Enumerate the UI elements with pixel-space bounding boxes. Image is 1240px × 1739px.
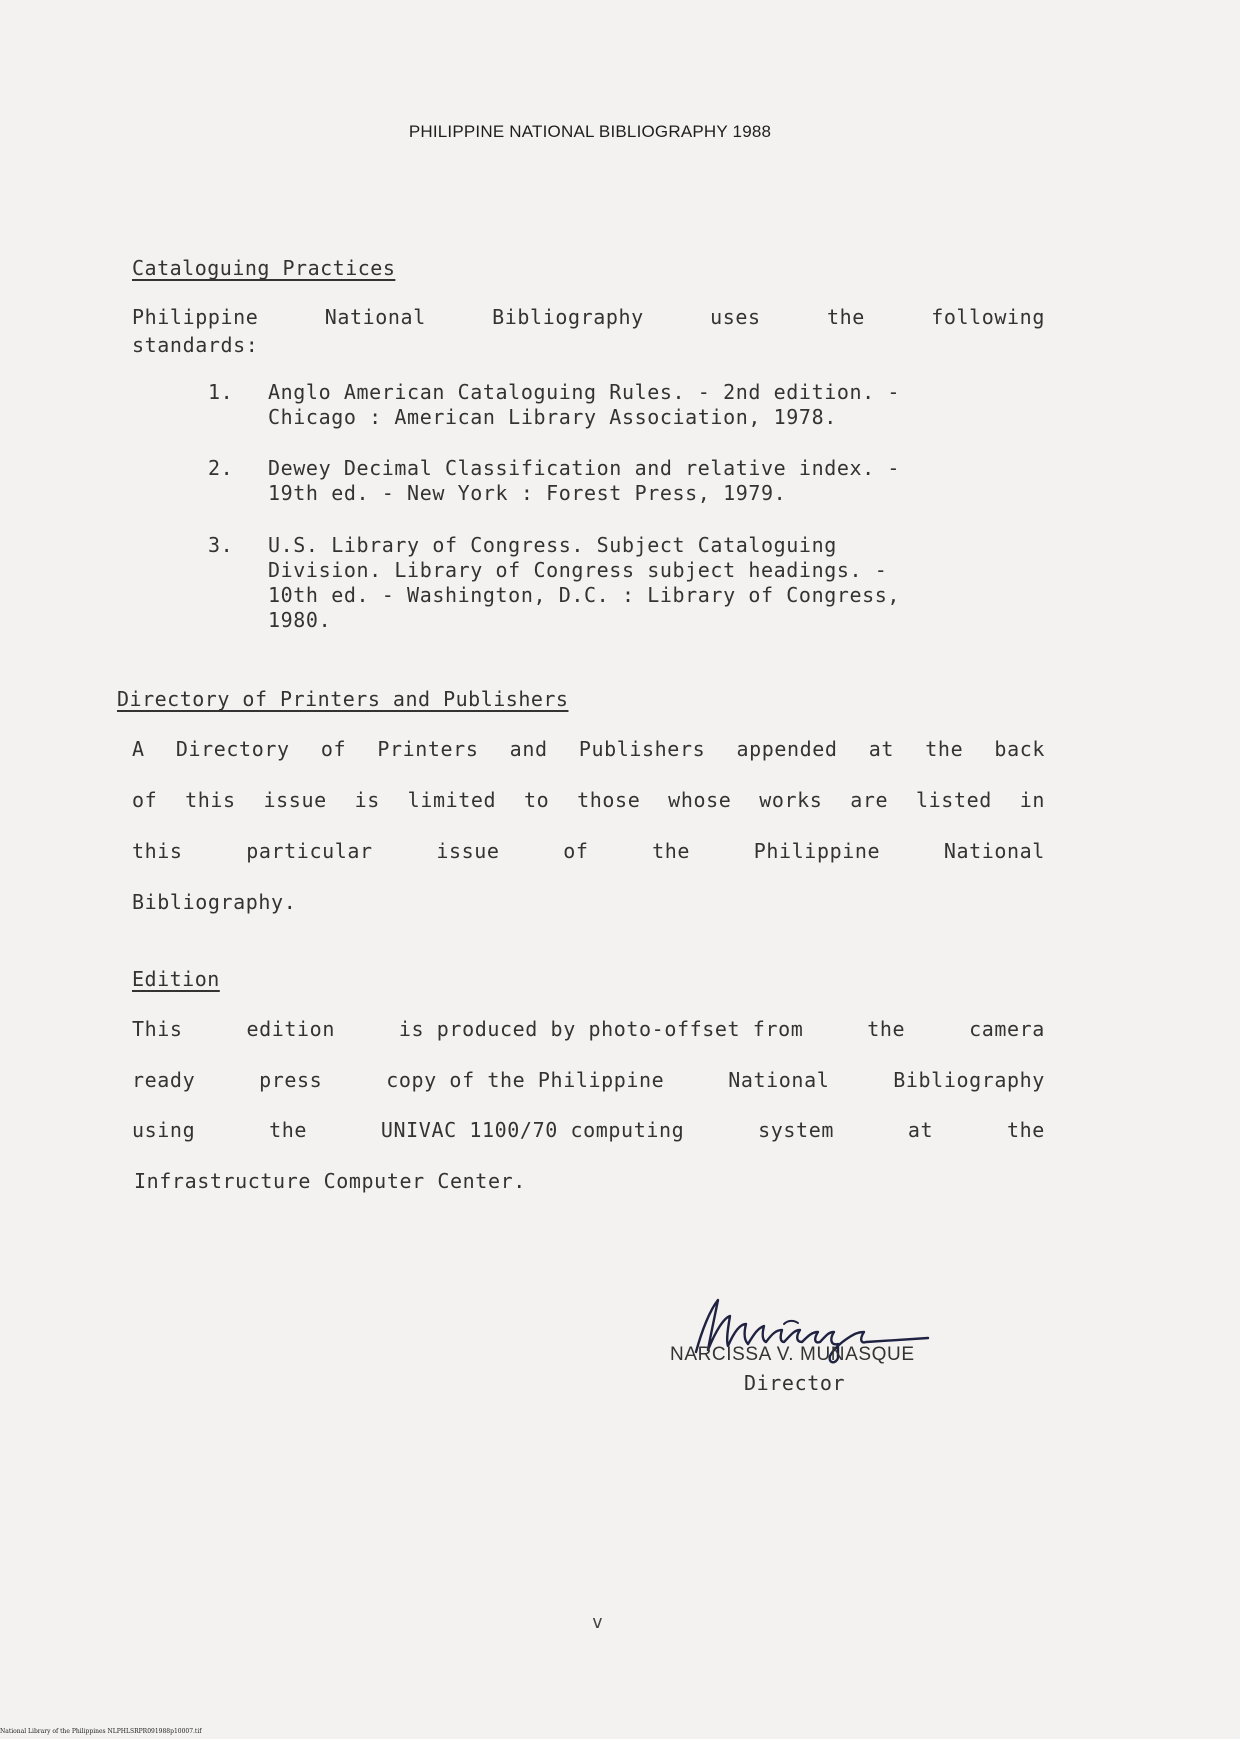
directory-line-4: Bibliography. [132, 890, 297, 914]
edition-word: This [132, 1017, 183, 1041]
standard-number: 2. [208, 456, 234, 480]
intro-word: the [826, 305, 865, 329]
standard-number: 1. [208, 380, 234, 404]
edition-line-1 [132, 1017, 1045, 1041]
edition-word: camera [969, 1017, 1045, 1041]
directory-word: Philippine [753, 839, 881, 863]
intro-word: National [324, 305, 426, 329]
edition-word: National [728, 1068, 830, 1092]
edition-word: the [269, 1118, 308, 1142]
directory-word: particular [246, 839, 373, 863]
edition-word: copy of the Philippine [386, 1068, 665, 1092]
cataloguing-intro-line [132, 305, 1045, 329]
edition-word: press [259, 1068, 323, 1092]
edition-heading: Edition [132, 967, 220, 991]
directory-word: issue [436, 839, 500, 863]
cataloguing-heading: Cataloguing Practices [132, 256, 396, 280]
directory-word: of [563, 839, 589, 863]
edition-line-4: Infrastructure Computer Center. [134, 1169, 526, 1193]
edition-word: is produced by photo-offset from [398, 1017, 804, 1041]
edition-line-3 [132, 1118, 1045, 1142]
directory-line-2: of this issue is limited to those whose works are listed in [132, 788, 1045, 812]
cataloguing-intro-last: standards: [132, 333, 259, 357]
edition-word: the [1007, 1118, 1045, 1142]
intro-word: Bibliography [492, 305, 644, 329]
standard-text: U.S. Library of Congress. Subject Cataloguing Division. Library of Congress subject headings. - 10th ed. - Washington, D.C. : Library of Congress, 1980. [268, 533, 901, 632]
scan-footer: National Library of the Philippines NLPHLSRPR091988p10007.tif [0, 1728, 202, 1735]
edition-word: Bibliography [893, 1068, 1045, 1092]
edition-word: edition [246, 1017, 335, 1041]
edition-line-2 [132, 1068, 1045, 1092]
edition-word: using [132, 1118, 196, 1142]
intro-word: Philippine [132, 305, 259, 329]
edition-word: UNIVAC 1100/70 computing [380, 1118, 685, 1142]
directory-word: the [652, 839, 691, 863]
directory-line-1: A Directory of Printers and Publishers appended at the back [132, 737, 1045, 761]
standard-text: Dewey Decimal Classification and relative index. - 19th ed. - New York : Forest Press, 1979. [268, 456, 901, 505]
intro-word: uses [710, 305, 761, 329]
directory-line-3 [132, 839, 1045, 863]
edition-word: ready [132, 1068, 196, 1092]
directory-word: this [132, 839, 183, 863]
directory-heading: Directory of Printers and Publishers [117, 687, 569, 711]
edition-word: the [867, 1017, 906, 1041]
standard-number: 3. [208, 533, 234, 557]
edition-word: at [907, 1118, 934, 1142]
intro-word: following [931, 305, 1045, 329]
page-number: v [592, 1612, 603, 1633]
signatory-title: Director [744, 1371, 846, 1395]
page-header-title: PHILIPPINE NATIONAL BIBLIOGRAPHY 1988 [408, 122, 772, 141]
standard-text: Anglo American Cataloguing Rules. - 2nd edition. - Chicago : American Library Association, 1978. [268, 380, 901, 429]
directory-word: National [943, 839, 1045, 863]
signatory-name: NARCISSA V. MUNASQUE [670, 1344, 915, 1365]
edition-word: system [758, 1118, 834, 1142]
